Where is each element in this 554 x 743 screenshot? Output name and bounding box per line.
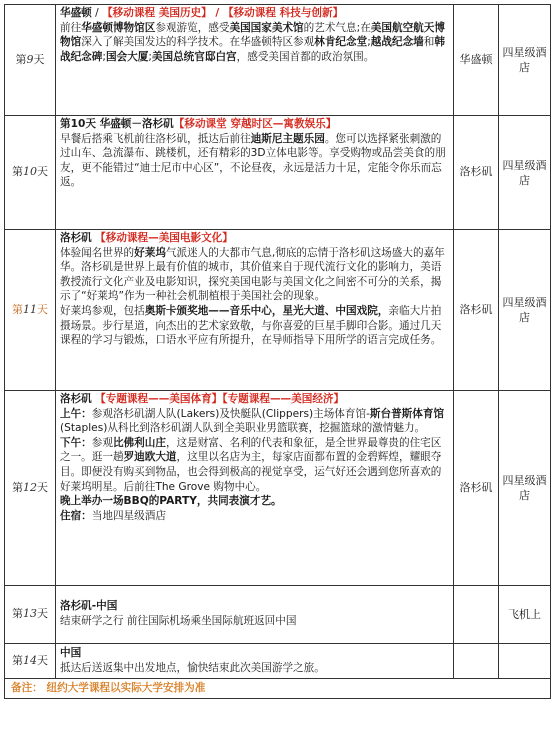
day-title: 洛杉矶-中国 <box>60 600 118 613</box>
highlight-text: 韩战纪念碑 <box>60 36 445 63</box>
note-text: 备注： 纽约大学课程以实际大学安排为准 <box>5 679 551 699</box>
city-cell <box>454 644 499 679</box>
highlight-text: 越战纪念墙 <box>370 36 424 49</box>
highlight-text: 林肯纪念堂 <box>314 36 368 49</box>
text: ; <box>148 50 152 63</box>
text: 亲临大片拍摄场景。步行星道，向杰出的艺术家致敬，与你喜爱的巨星手脚印合影。通过几天课程的学习与锻炼，口语水平应有所提升，在导师指导下用所学的语言完成任务。 <box>60 304 442 347</box>
day-prefix: 第 <box>12 302 23 316</box>
day-cell <box>5 116 56 230</box>
highlight-text: 国会大厦 <box>105 50 149 63</box>
text: 早餐后搭乘飞机前往洛杉矶，抵达后前往 <box>60 132 251 145</box>
day-prefix: 第 <box>12 607 23 621</box>
highlight-text: 晚上举办一场BBQ的PARTY，共同表演才艺。 <box>60 495 282 508</box>
highlight-text: 斯台普斯体育馆 <box>369 407 445 420</box>
text: ; <box>367 36 371 49</box>
day-cell <box>5 586 56 644</box>
text: 结束研学之行 前往国际机场乘坐国际航班返回中国 <box>60 615 297 627</box>
day-number: 12 <box>23 480 37 494</box>
text: 好莱坞参观，包括 <box>60 304 145 317</box>
separator: / <box>211 7 223 19</box>
text: 参观游览，感受 <box>155 21 230 34</box>
text: 和 <box>423 36 435 49</box>
table-row <box>5 586 551 644</box>
day-prefix: 第 <box>12 165 23 179</box>
course-tag: 【专题课程——美国体育】 <box>95 393 223 405</box>
itinerary-table <box>4 4 551 699</box>
day-title: 洛杉矶 <box>60 393 92 405</box>
city-cell: 洛杉矶 <box>454 230 499 391</box>
course-tag: 【专题课程——美国经济】 <box>222 393 345 405</box>
day-cell <box>5 391 56 586</box>
hotel-cell: 四星级酒店 <box>499 5 551 116</box>
course-tag: 【移动课堂 穿越时区—寓教娱乐】 <box>173 118 337 130</box>
text: 抵达后送返集中出发地点，愉快结束此次美国游学之旅。 <box>60 661 325 674</box>
day-cell <box>5 644 56 679</box>
day-suffix: 天 <box>33 52 45 66</box>
day-number: 11 <box>23 302 37 316</box>
text: ，这是财富、名利的代表和象征，是全世界最尊贵的住宅区之一。逛一趟 <box>60 436 442 464</box>
day-suffix: 天 <box>37 480 48 494</box>
day-title: 华盛顿 <box>60 7 92 19</box>
text: (Staples)从科比到洛杉矶湖人队到全美职业男篮联赛，挖掘篮球的激情魅力。 <box>60 422 426 435</box>
text: 体验闻名世界的 <box>60 246 135 259</box>
hotel-cell: 四星级酒店 <box>499 391 551 586</box>
day-number: 13 <box>23 607 37 621</box>
day-prefix: 第 <box>12 480 23 494</box>
day-prefix: 第 <box>12 653 23 667</box>
day-suffix: 天 <box>37 607 48 621</box>
highlight-text: 美国总统官邸白宫 <box>151 50 237 63</box>
description-cell <box>56 5 454 116</box>
description-cell <box>56 116 454 230</box>
city-cell: 洛杉矶 <box>454 116 499 230</box>
table-row <box>5 5 551 116</box>
text: 深入了解美国发达的科学技术。在华盛顿特区参观 <box>81 36 315 49</box>
highlight-text: 比佛利山庄 <box>112 436 166 449</box>
table-row <box>5 391 551 586</box>
text: ，这里以名店为主，每家店面都布置的金碧辉煌，耀眼夺目。即便没有购买到物品，也会得到极高的视觉享受，运气好还会遇到您所喜欢的好莱坞明星。后前往The Grove 购物中心。 <box>60 451 442 493</box>
day-prefix: 第 <box>15 52 27 66</box>
course-tag: 【移动课程 科技与创新】 <box>222 7 344 19</box>
hotel-cell: 四星级酒店 <box>499 116 551 230</box>
time-label: 住宿： <box>60 509 92 522</box>
separator: / <box>91 7 103 19</box>
day-suffix: 天 <box>37 302 48 316</box>
day-number: 10 <box>23 165 37 179</box>
highlight-text: 迪斯尼主题乐园 <box>250 132 325 145</box>
description-cell <box>56 586 454 644</box>
text: 。您可以选择紧张刺激的过山车、急流瀑布、跳楼机，还有精彩的3D立体电影等。享受购物或品尝美食的朋友，更不能错过“迪士尼市中心区”，不论昼夜，永远是活力十足，定能令你乐而忘返。 <box>60 132 446 189</box>
city-cell: 华盛顿 <box>454 5 499 116</box>
time-label: 下午： <box>60 436 92 449</box>
day-suffix: 天 <box>37 653 48 667</box>
day-number: 14 <box>23 653 37 667</box>
highlight-text: 华盛顿博物馆区 <box>81 21 156 34</box>
description-cell <box>56 230 454 391</box>
description-cell <box>56 644 454 679</box>
hotel-cell: 飞机上 <box>499 586 551 644</box>
highlight-text: 美国国家美术馆 <box>229 21 304 34</box>
city-cell: 洛杉矶 <box>454 391 499 586</box>
table-row <box>5 116 551 230</box>
table-row <box>5 644 551 679</box>
day-cell <box>5 5 56 116</box>
highlight-text: 好莱坞 <box>134 246 166 259</box>
highlight-text: 美国航空航天博物馆 <box>60 21 445 49</box>
day-title: 洛杉矶 <box>60 232 92 244</box>
text: ; <box>102 50 106 63</box>
text: 当地四星级酒店 <box>91 509 166 522</box>
text: 前往 <box>60 21 82 34</box>
hotel-cell: 四星级酒店 <box>499 230 551 391</box>
course-tag: 【移动课程—美国电影文化】 <box>95 232 233 244</box>
text: 参观 <box>91 436 113 449</box>
highlight-text: 奥斯卡颁奖地——音乐中心，星光大道、中国戏院， <box>144 304 389 317</box>
note-row <box>5 679 551 699</box>
text: 气派迷人的大都市气息,彻底的忘情于洛杉矶这场盛大的嘉年华。洛杉矶是世界上最有价值的城市，其价值来自于现代流行文化的影响力，美语教授流行文化产业及电影知识，探究美国电影与美国文化之间密不可分的关系，揭示了“好莱坞”作为一种社会机制植根于美国社会的现象。 <box>60 246 445 303</box>
day-suffix: 天 <box>37 165 48 179</box>
day-title: 中国 <box>60 646 82 659</box>
text: 的艺术气息;在 <box>303 21 371 34</box>
day-number: 9 <box>26 52 34 66</box>
city-cell <box>454 586 499 644</box>
time-label: 上午： <box>60 407 92 420</box>
hotel-cell <box>499 644 551 679</box>
description-cell <box>56 391 454 586</box>
table-row <box>5 230 551 391</box>
course-tag: 【移动课程 美国历史】 <box>102 7 212 19</box>
highlight-text: 罗迪欧大道 <box>123 451 177 464</box>
day-cell <box>5 230 56 391</box>
day-title: 第10天 华盛顿－洛杉矶 <box>60 118 174 130</box>
text: ，感受美国首都的政治氛围。 <box>236 50 375 63</box>
text: 参观洛杉矶湖人队(Lakers)及快艇队(Clippers)主场体育馆- <box>91 407 370 420</box>
